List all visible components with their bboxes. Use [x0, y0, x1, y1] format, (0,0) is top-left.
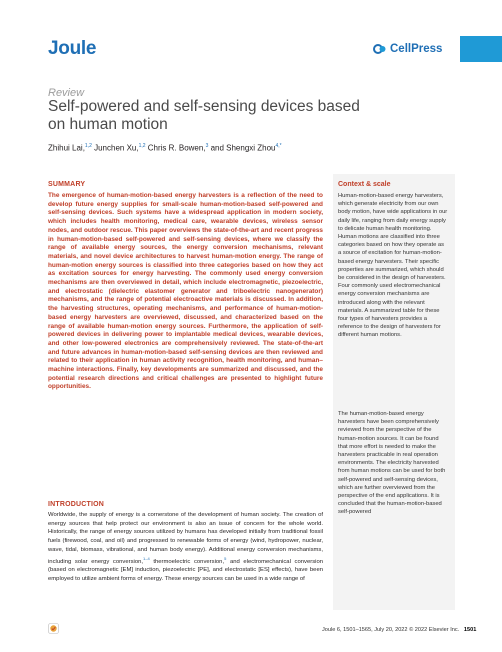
footer-citation: Joule 6, 1501–1565, July 20, 2022 © 2022 Elsevier Inc.: [322, 627, 460, 633]
introduction-text: Worldwide, the supply of energy is a cornerstone of the development of human society. The creation of energy sources that help protect our environment is also an issue of concern for the whole world. Historically, the range of energy sources utilized by humans has developed initially from traditional fossil fuels (firewood, coal, and oil) and progressed to renewable forms of energy (wind, hydropower, nuclear, wave, tidal, biomass, vibrational, and human body energy). Additional energy conversion mechanisms, including solar energy conversion,$^{1-4}$ thermoelectric conversion,$^5$ and electromechanical conversion (based on electromagnetic [EM] induction, piezoelectric [PE], and electrostatic [ES] effects), have been employed to utilize ambient forms of energy. These energy sources can be used in a wide range of: [48, 512, 323, 582]
publisher-name: CellPress: [390, 43, 443, 55]
context-scale-heading: Context & scale: [338, 181, 391, 188]
page-number: 1501: [463, 627, 477, 633]
article-type: Review: [48, 87, 85, 99]
summary-heading: SUMMARY: [48, 181, 86, 188]
article-title: Self-powered and self-sensing devices based on human motion: [48, 98, 360, 133]
introduction-heading: INTRODUCTION: [48, 501, 105, 508]
context-scale-paragraph-2: The human-motion-based energy harvesters have been comprehensively reviewed from the perspective of the human-motion sources. It can be found that more effort is needed to make the harvesters practicable in real operation environments. The electricity harvested from human motions can be used for both self-powered and self-sensing devices, which are further overviewed from the perspective of the end applications. It is concluded that the human-motion-based self-powered: [338, 411, 446, 516]
journal-name[interactable]: Joule: [48, 38, 97, 59]
cellpress-logo[interactable]: [373, 42, 442, 56]
summary-text: The emergence of human-motion-based energy harvesters is a reflection of the need to develop future energy supplies for small-scale human-motion-based self-powered and self-sensing devices. Such systems have a widespread application in modern society, which includes health monitoring, medical care, wearable devices, wireless sensor nodes, and outdoor rescue. This paper overviews the state-of-the-art and recent progress in human-motion-based self-powered and self-sensing devices, where we classify the range of available energy sources, the energy conversion mechanisms, relevant materials, and novel device architectures to harvest human-motion energy. The range of human-motion energy sources is classified into three categories based on how they act as excitation sources for energy harvesting. The commonly used energy conversion mechanisms are then overviewed in detail, which include electromagnetic, piezoelectric, and electrostatic (dielectric elastomer generator and triboelectric nanogenerator) mechanisms, and the range of potential electroactive materials is discussed. In addition, the harvesting structures, operating mechanisms, and performance of human-motion-based energy harvesters are overviewed, discussed, and characterized based on the range of available human-motion energy sources. Furthermore, the application of self-powered devices in delivering power to implantable medical devices, wearable devices, and other low-powered electronics are comprehensively reviewed. The state-of-the-art and future advances in human-motion-based self-sensing devices are then reviewed and related to their application in human activity recognition, health monitoring, and human–machine interactions. Finally, key developments are summarized and discussed, and the potential research directions and critical challenges are presented to highlight future opportunities.: [48, 192, 323, 391]
cellpress-logo-icon: [373, 42, 387, 56]
check-for-updates-icon[interactable]: [48, 623, 59, 634]
header-accent-bar: [460, 36, 502, 62]
page-footer: [322, 627, 476, 633]
context-scale-paragraph-1: Human-motion-based energy harvesters, which generate electricity from our own body motion, have wide applications in our daily life, ranging from daily energy supply to delicate human health monitoring. Human motions are classified into three categories based on how they operate as a source of excitation for human-motion-based energy harvesters. Their specific properties are summarized, which should be considered in the design of harvesters. Four commonly used electromechanical energy conversion mechanisms are introduced along with the relevant materials. A summarized table for these four types of harvesters provides a reference to the design of harvesters for different human motions.: [338, 193, 448, 339]
author-list[interactable]: Zhihui Lai,$^{1,2}$ Junchen Xu,$^{1,2}$ Chris R. Bowen,$^3$ and Shengxi Zhou$^{4,*}$: [48, 143, 282, 153]
